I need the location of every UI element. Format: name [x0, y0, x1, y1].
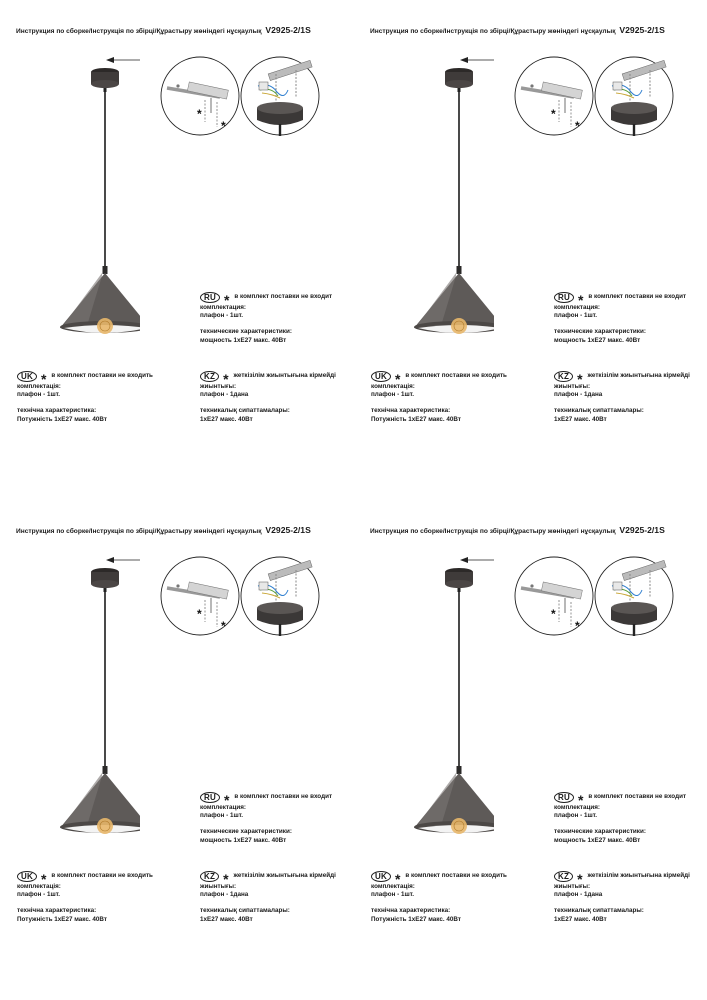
star-mark-2: * [221, 119, 226, 133]
pointer-arrow-head [106, 57, 114, 63]
uk-badge: UK [371, 371, 391, 382]
uk-info-block [17, 371, 153, 424]
star-mark: * [223, 370, 229, 387]
kz-spec-value: 1хЕ27 макс. 40Вт [200, 415, 253, 423]
pointer-arrow-head [460, 557, 468, 563]
kz-note: жеткізілім жиынтығына кірмейді [587, 372, 690, 380]
star-mark-2: * [575, 619, 580, 633]
terminal-block [613, 82, 622, 90]
kz-spec-label: техникалық сипаттамалары: [200, 907, 290, 915]
uk-spec-label: технічна характеристика: [17, 907, 97, 915]
ru-info-block [200, 792, 332, 845]
star-mark: * [577, 870, 583, 887]
uk-set-value: плафон - 1шт. [371, 891, 415, 899]
canopy-cup-top [257, 102, 303, 114]
ru-badge: RU [200, 792, 220, 803]
star-mark-1: * [551, 607, 556, 621]
kz-badge: KZ [200, 371, 219, 382]
kz-info-block [554, 871, 690, 924]
uk-spec-value: Потужність 1хЕ27 макс. 40Вт [371, 915, 461, 923]
star-mark: * [577, 791, 584, 808]
ru-info-block [200, 292, 332, 345]
wall-screw-left [530, 84, 533, 87]
kz-set-label: жиынтығы: [200, 383, 237, 390]
kz-set-label: жиынтығы: [554, 383, 591, 390]
kz-spec-value: 1хЕ27 макс. 40Вт [554, 915, 607, 923]
title-text: Инструкция по сборке/Інструкція по збірці/Құрастыру жөніндегі нұсқаулық [16, 28, 262, 35]
ru-info-block [554, 292, 686, 345]
uk-badge: UK [17, 371, 37, 382]
cord-grip [458, 88, 461, 92]
wall-screw-left [176, 84, 179, 87]
cord-grip [104, 88, 107, 92]
title-text: Инструкция по сборке/Інструкція по збірці/Құрастыру жөніндегі нұсқаулық [370, 28, 616, 35]
kz-set-label: жиынтығы: [200, 883, 237, 890]
ru-note: в комплект поставки не входит [588, 793, 687, 801]
kz-spec-value: 1хЕ27 макс. 40Вт [554, 415, 607, 423]
canopy-bottom [445, 80, 473, 88]
ru-spec-label: технические характеристики: [200, 328, 292, 336]
light-bulb [97, 318, 113, 334]
kz-spec-label: техникалық сипаттамалары: [554, 407, 644, 415]
star-mark: * [223, 791, 230, 808]
mounting-diagrams [474, 548, 674, 668]
uk-note: в комплект поставки не входить [405, 372, 507, 380]
light-bulb [451, 818, 467, 834]
pointer-arrow-head [460, 57, 468, 63]
uk-set-value: плафон - 1шт. [17, 891, 61, 899]
mounting-diagrams [474, 48, 674, 168]
star-mark-2: * [575, 119, 580, 133]
kz-set-value: плафон - 1дана [200, 891, 249, 899]
ru-badge: RU [200, 292, 220, 303]
star-mark: * [223, 870, 229, 887]
uk-spec-value: Потужність 1хЕ27 макс. 40Вт [17, 415, 107, 423]
uk-set-label: комплектація: [371, 883, 415, 890]
sheet-title [16, 525, 311, 535]
instruction-panel [354, 0, 707, 500]
ru-note: в комплект поставки не входит [234, 293, 333, 301]
kz-info-block [200, 871, 336, 924]
ru-set-value: плафон - 1шт. [554, 812, 598, 820]
canopy-cup-top [611, 102, 657, 114]
ru-set-label: комплектация: [554, 804, 600, 811]
kz-badge: KZ [554, 371, 573, 382]
ru-set-value: плафон - 1шт. [200, 312, 244, 320]
canopy-cup-top [611, 602, 657, 614]
star-mark: * [40, 370, 47, 387]
kz-note: жеткізілім жиынтығына кірмейді [587, 872, 690, 880]
ru-note: в комплект поставки не входит [234, 793, 333, 801]
socket-top [103, 266, 108, 274]
socket-top [103, 766, 108, 774]
model-code: V2925-2/1S [619, 525, 665, 535]
kz-set-label: жиынтығы: [554, 883, 591, 890]
ru-set-label: комплектация: [554, 304, 600, 311]
instruction-panel [0, 500, 353, 1000]
title-text: Инструкция по сборке/Інструкція по збірці/Құрастыру жөніндегі нұсқаулық [370, 528, 616, 535]
ru-set-value: плафон - 1шт. [554, 312, 598, 320]
ru-badge: RU [554, 292, 574, 303]
star-mark-1: * [197, 107, 202, 121]
uk-info-block [371, 871, 507, 924]
kz-info-block [200, 371, 336, 424]
uk-note: в комплект поставки не входить [51, 372, 153, 380]
uk-spec-label: технічна характеристика: [17, 407, 97, 415]
sheet-title [370, 25, 665, 35]
star-mark: * [577, 291, 584, 308]
ru-badge: RU [554, 792, 574, 803]
ru-spec-label: технические характеристики: [554, 828, 646, 836]
uk-note: в комплект поставки не входить [51, 872, 153, 880]
kz-spec-value: 1хЕ27 макс. 40Вт [200, 915, 253, 923]
model-code: V2925-2/1S [265, 525, 311, 535]
pointer-arrow-head [106, 557, 114, 563]
ru-spec-value: мощность 1хЕ27 макс. 40Вт [200, 836, 287, 844]
uk-set-value: плафон - 1шт. [17, 391, 61, 399]
kz-set-value: плафон - 1дана [554, 891, 603, 899]
uk-set-value: плафон - 1шт. [371, 391, 415, 399]
kz-spec-label: техникалық сипаттамалары: [554, 907, 644, 915]
uk-info-block [17, 871, 153, 924]
ru-spec-value: мощность 1хЕ27 макс. 40Вт [200, 336, 287, 344]
uk-set-label: комплектація: [17, 383, 61, 390]
cord-grip [458, 588, 461, 592]
canopy-cup-top [257, 602, 303, 614]
ru-spec-value: мощность 1хЕ27 макс. 40Вт [554, 836, 641, 844]
ru-info-block [554, 792, 686, 845]
star-mark: * [40, 870, 47, 887]
ru-set-label: комплектация: [200, 804, 246, 811]
light-bulb [97, 818, 113, 834]
ru-spec-label: технические характеристики: [200, 828, 292, 836]
instruction-panel [354, 500, 707, 1000]
ru-spec-label: технические характеристики: [554, 328, 646, 336]
uk-spec-label: технічна характеристика: [371, 907, 451, 915]
terminal-block [259, 582, 268, 590]
socket-top [457, 766, 462, 774]
kz-set-value: плафон - 1дана [554, 391, 603, 399]
uk-set-label: комплектація: [17, 883, 61, 890]
terminal-block [259, 82, 268, 90]
kz-info-block [554, 371, 690, 424]
uk-badge: UK [371, 871, 391, 882]
sheet-title [16, 25, 311, 35]
mounting-diagrams [120, 48, 320, 168]
star-mark: * [577, 370, 583, 387]
ru-note: в комплект поставки не входит [588, 293, 687, 301]
canopy-bottom [91, 80, 119, 88]
star-mark-1: * [551, 107, 556, 121]
socket-top [457, 266, 462, 274]
instruction-panel [0, 0, 353, 500]
light-bulb [451, 318, 467, 334]
model-code: V2925-2/1S [265, 25, 311, 35]
mounting-diagrams [120, 548, 320, 668]
ru-spec-value: мощность 1хЕ27 макс. 40Вт [554, 336, 641, 344]
wall-screw-left [176, 584, 179, 587]
uk-info-block [371, 371, 507, 424]
star-mark: * [394, 370, 401, 387]
star-mark: * [394, 870, 401, 887]
kz-note: жеткізілім жиынтығына кірмейді [233, 372, 336, 380]
cord-grip [104, 588, 107, 592]
uk-spec-value: Потужність 1хЕ27 макс. 40Вт [17, 915, 107, 923]
star-mark-1: * [197, 607, 202, 621]
kz-set-value: плафон - 1дана [200, 391, 249, 399]
sheet-title [370, 525, 665, 535]
uk-note: в комплект поставки не входить [405, 872, 507, 880]
uk-spec-label: технічна характеристика: [371, 407, 451, 415]
uk-badge: UK [17, 871, 37, 882]
kz-badge: KZ [200, 871, 219, 882]
ru-set-value: плафон - 1шт. [200, 812, 244, 820]
terminal-block [613, 582, 622, 590]
title-text: Инструкция по сборке/Інструкція по збірці/Құрастыру жөніндегі нұсқаулық [16, 528, 262, 535]
star-mark-2: * [221, 619, 226, 633]
ru-set-label: комплектация: [200, 304, 246, 311]
wall-screw-left [530, 584, 533, 587]
star-mark: * [223, 291, 230, 308]
model-code: V2925-2/1S [619, 25, 665, 35]
canopy-bottom [91, 580, 119, 588]
uk-spec-value: Потужність 1хЕ27 макс. 40Вт [371, 415, 461, 423]
uk-set-label: комплектація: [371, 383, 415, 390]
kz-badge: KZ [554, 871, 573, 882]
kz-note: жеткізілім жиынтығына кірмейді [233, 872, 336, 880]
kz-spec-label: техникалық сипаттамалары: [200, 407, 290, 415]
canopy-bottom [445, 580, 473, 588]
